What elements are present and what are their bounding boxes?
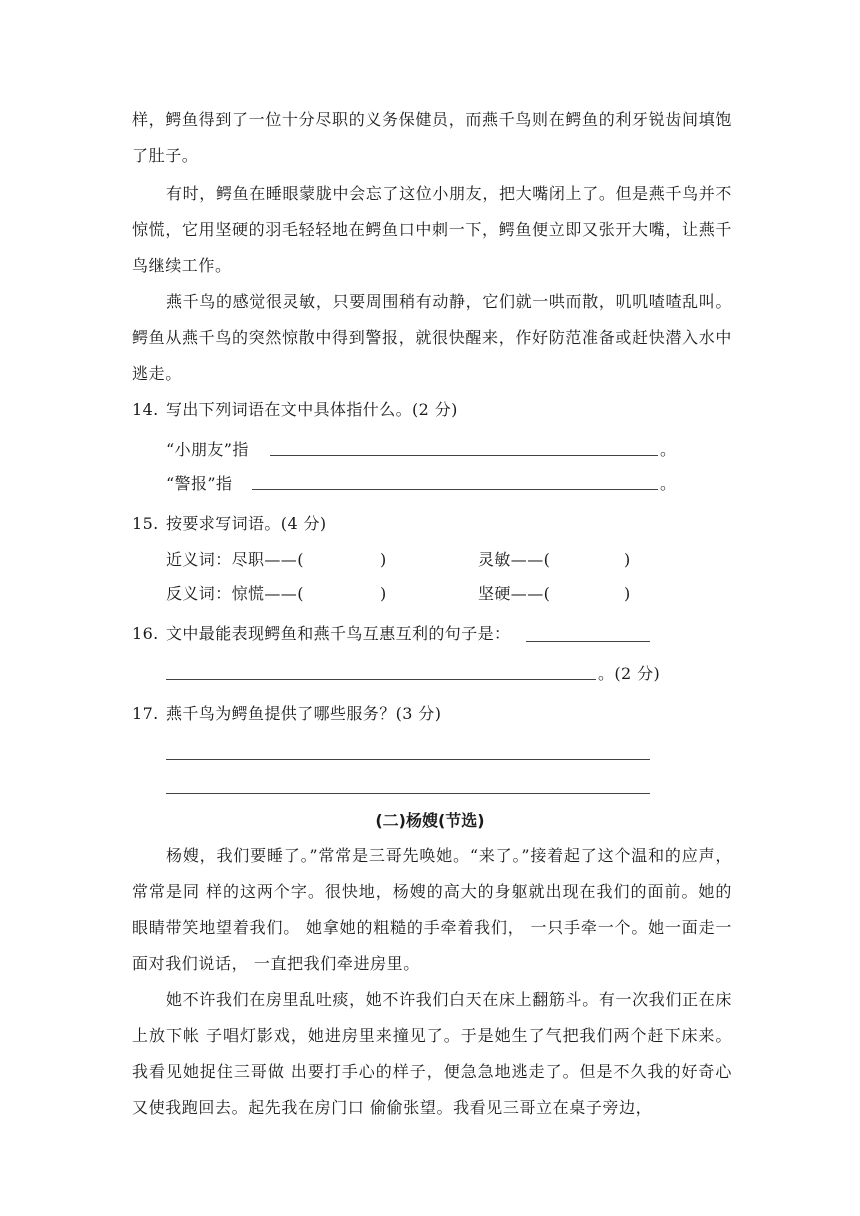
question-text: 文中最能表现鳄鱼和燕千鸟互惠互利的句子是： (166, 624, 511, 643)
answer-blank[interactable] (252, 489, 658, 490)
synonym-label-1: 近义词：尽职——( (166, 550, 304, 569)
section2-paragraph-1: 杨嫂，我们要睡了。”常常是三哥先唤她。“来了。”接着起了这个温和的应声，常常是同 样的这两个字。很快地，杨嫂的高大的身躯就出现在我们的面前。她的眼睛带笑地望着我们。 她拿她的粗糙的手牵着我们， 一只手牵一个。她一面走一面对我们说话， 一直把我们牵进房里。 (132, 846, 732, 973)
question-number: 15. (132, 514, 159, 533)
section2-paragraph-2: 她不许我们在房里乱吐痰，她不许我们白天在床上翻筋斗。有一次我们正在床上放下帐 子唱灯影戏，她进房里来撞见了。于是她生了气把我们两个赶下床来。我看见她捉住三哥做 出要打手心的样子，便急急地逃走了。但是不久我的好奇心又使我跑回去。起先我在房门口 偷偷张望。我看见三哥立在桌子旁边， (132, 990, 732, 1117)
answer-end-mark: 。(2 分) (598, 664, 661, 683)
question-text: 写出下列词语在文中具体指什么。(2 分) (166, 400, 458, 419)
passage-paragraph-1: 样，鳄鱼得到了一位十分尽职的义务保健员，而燕千鸟则在鳄鱼的利牙锐齿间填饱了肚子。 (132, 110, 732, 165)
answer-blank[interactable] (166, 793, 650, 794)
close-paren: ) (624, 584, 631, 603)
answer-label: “小朋友”指 (166, 440, 249, 459)
answer-blank[interactable] (270, 455, 658, 456)
close-paren: ) (624, 550, 631, 569)
answer-end-mark: 。 (660, 474, 677, 493)
question-text: 燕千鸟为鳄鱼提供了哪些服务？(3 分) (166, 704, 442, 723)
answer-blank[interactable] (166, 759, 650, 760)
question-number: 16. (132, 624, 159, 643)
close-paren: ) (380, 550, 387, 569)
antonym-label-1: 反义词：惊慌——( (166, 584, 304, 603)
question-number: 14. (132, 400, 159, 419)
synonym-label-2: 灵敏——( (478, 550, 551, 569)
answer-blank[interactable] (166, 679, 596, 680)
answer-label: “警报”指 (166, 474, 233, 493)
antonym-label-2: 坚硬——( (478, 584, 551, 603)
answer-blank[interactable] (526, 641, 650, 642)
question-number: 17. (132, 704, 159, 723)
question-text: 按要求写词语。(4 分) (166, 514, 327, 533)
passage-paragraph-3: 燕千鸟的感觉很灵敏，只要周围稍有动静，它们就一哄而散，叽叽喳喳乱叫。鳄鱼从燕千鸟的突然惊散中得到警报，就很快醒来，作好防范准备或赶快潜入水中逃走。 (132, 292, 732, 383)
close-paren: ) (380, 584, 387, 603)
answer-end-mark: 。 (660, 440, 677, 459)
passage-paragraph-2: 有时，鳄鱼在睡眼蒙胧中会忘了这位小朋友，把大嘴闭上了。但是燕千鸟并不惊慌，它用坚硬的羽毛轻轻地在鳄鱼口中刺一下，鳄鱼便立即又张开大嘴，让燕千鸟继续工作。 (132, 184, 732, 275)
section-title: (二)杨嫂(节选) (375, 811, 485, 830)
